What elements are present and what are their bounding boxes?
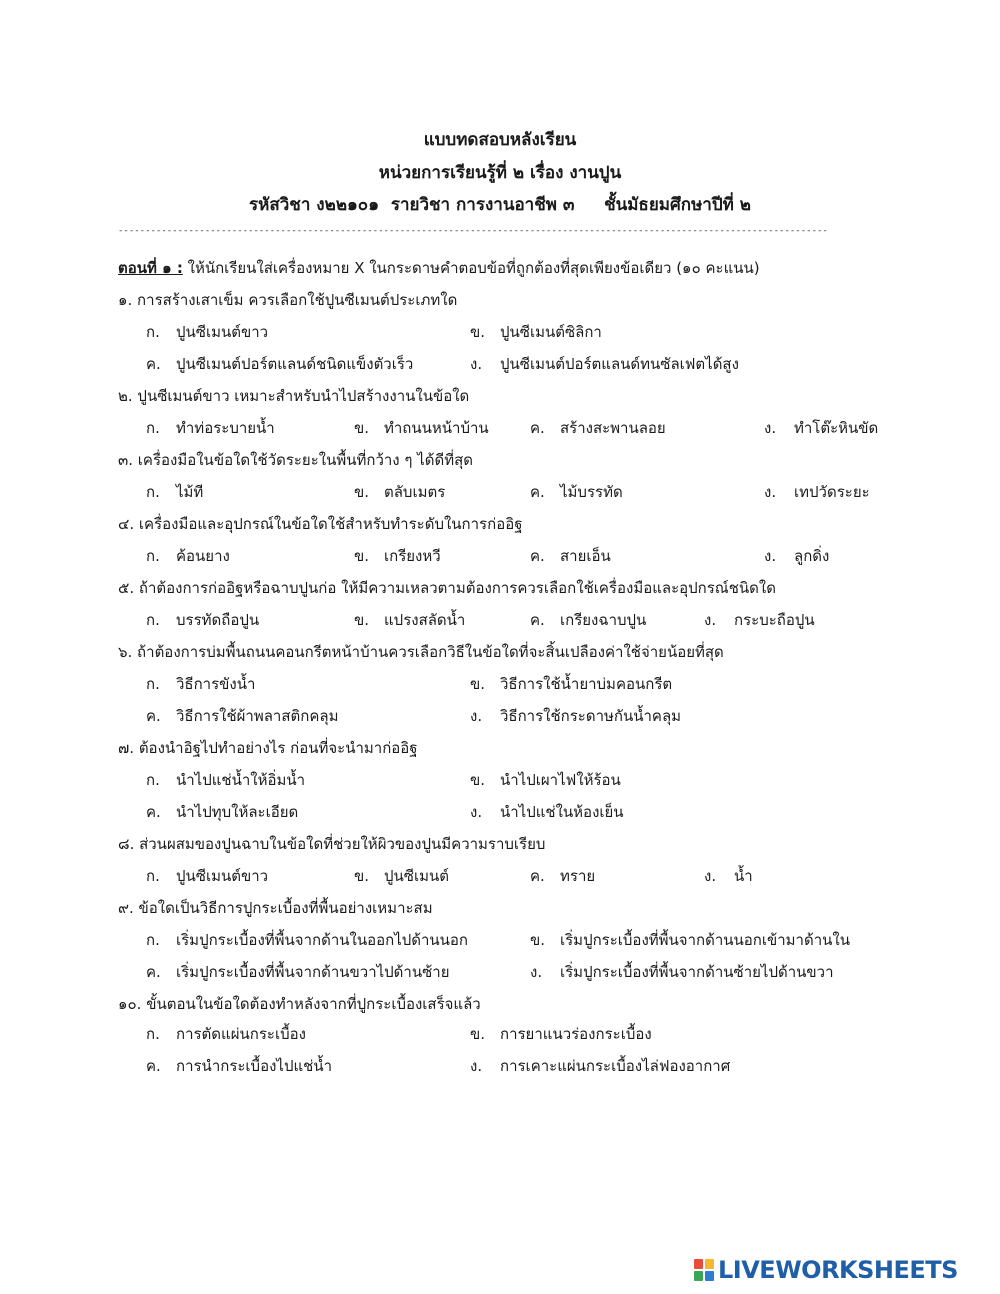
option-3-d[interactable]: ง. เทปวัดระยะ bbox=[764, 483, 870, 501]
option-4-b[interactable]: ข. เกรียงหวี bbox=[354, 547, 441, 565]
option-6-a[interactable]: ก. วิธีการขังน้ำ bbox=[146, 675, 256, 693]
option-8-b[interactable]: ข. ปูนซีเมนต์ bbox=[354, 867, 449, 885]
option-10-c[interactable]: ค. การนำกระเบื้องไปแช่น้ำ bbox=[146, 1057, 333, 1075]
option-5-d[interactable]: ง. กระบะถือปูน bbox=[704, 611, 815, 629]
option-3-b[interactable]: ข. ตลับเมตร bbox=[354, 483, 446, 501]
unit-title: หน่วยการเรียนรู้ที่ ๒ เรื่อง งานปูน bbox=[378, 163, 622, 183]
liveworksheets-logo[interactable] bbox=[694, 1255, 994, 1285]
option-4-d[interactable]: ง. ลูกดิ่ง bbox=[764, 547, 830, 565]
option-2-b[interactable]: ข. ทำถนนหน้าบ้าน bbox=[354, 419, 489, 437]
option-8-a[interactable]: ก. ปูนซีเมนต์ขาว bbox=[146, 867, 269, 885]
option-1-c[interactable]: ค. ปูนซีเมนต์ปอร์ตแลนด์ชนิดแข็งตัวเร็ว bbox=[146, 355, 414, 373]
option-2-c[interactable]: ค. สร้างสะพานลอย bbox=[530, 419, 666, 437]
instruction-text: ให้นักเรียนใส่เครื่องหมาย X ในกระดาษคำตอบข้อที่ถูกต้องที่สุดเพียงข้อเดียว (๑๐ คะแนน) bbox=[182, 259, 760, 277]
option-4-c[interactable]: ค. สายเอ็น bbox=[530, 547, 611, 565]
option-3-c[interactable]: ค. ไม้บรรทัด bbox=[530, 483, 623, 501]
test-title: แบบทดสอบหลังเรียน bbox=[423, 130, 577, 150]
option-5-a[interactable]: ก. บรรทัดถือปูน bbox=[146, 611, 260, 629]
option-7-a[interactable]: ก. นำไปแช่น้ำให้อิ่มน้ำ bbox=[146, 771, 306, 789]
option-8-d[interactable]: ง. น้ำ bbox=[704, 867, 753, 885]
option-9-a[interactable]: ก. เริ่มปูกระเบื้องที่พื้นจากด้านในออกไปด้านนอก bbox=[146, 931, 469, 949]
option-8-c[interactable]: ค. ทราย bbox=[530, 867, 596, 885]
question-6: ๖. ถ้าต้องการบ่มพื้นถนนคอนกรีตหน้าบ้านควรเลือกวิธีในข้อใดที่จะสิ้นเปลืองค่าใช้จ่ายน้อยที่สุด bbox=[118, 643, 724, 661]
logo-text: LIVEWORKSHEETS bbox=[718, 1256, 958, 1284]
option-9-c[interactable]: ค. เริ่มปูกระเบื้องที่พื้นจากด้านขวาไปด้านซ้าย bbox=[146, 963, 450, 981]
option-7-d[interactable]: ง. นำไปแช่ในห้องเย็น bbox=[470, 803, 624, 821]
option-10-d[interactable]: ง. การเคาะแผ่นกระเบื้องไล่ฟองอากาศ bbox=[470, 1057, 731, 1075]
option-1-a[interactable]: ก. ปูนซีเมนต์ขาว bbox=[146, 323, 269, 341]
option-4-a[interactable]: ก. ค้อนยาง bbox=[146, 547, 230, 565]
question-4: ๔. เครื่องมือและอุปกรณ์ในข้อใดใช้สำหรับทำระดับในการก่ออิฐ bbox=[118, 515, 523, 533]
option-10-b[interactable]: ข. การยาแนวร่องกระเบื้อง bbox=[470, 1025, 652, 1043]
option-2-d[interactable]: ง. ทำโต๊ะหินขัด bbox=[764, 419, 879, 437]
question-7: ๗. ต้องนำอิฐไปทำอย่างไร ก่อนที่จะนำมาก่ออิฐ bbox=[118, 739, 418, 757]
question-9: ๙. ข้อใดเป็นวิธีการปูกระเบื้องที่พื้นอย่างเหมาะสม bbox=[118, 899, 433, 917]
option-7-b[interactable]: ข. นำไปเผาไฟให้ร้อน bbox=[470, 771, 621, 789]
question-2: ๒. ปูนซีเมนต์ขาว เหมาะสำหรับนำไปสร้างงานในข้อใด bbox=[118, 387, 470, 405]
option-2-a[interactable]: ก. ทำท่อระบายน้ำ bbox=[146, 419, 275, 437]
question-8: ๘. ส่วนผสมของปูนฉาบในข้อใดที่ช่วยให้ผิวของปูนมีความราบเรียบ bbox=[118, 835, 546, 853]
instruction-label: ตอนที่ ๑ : bbox=[118, 259, 183, 277]
question-3: ๓. เครื่องมือในข้อใดใช้วัดระยะในพื้นที่กว้าง ๆ ได้ดีที่สุด bbox=[118, 451, 474, 469]
liveworksheets-logo-icon bbox=[694, 1259, 714, 1281]
option-9-b[interactable]: ข. เริ่มปูกระเบื้องที่พื้นจากด้านนอกเข้ามาด้านใน bbox=[530, 931, 850, 949]
option-5-b[interactable]: ข. แปรงสลัดน้ำ bbox=[354, 611, 466, 629]
option-6-d[interactable]: ง. วิธีการใช้กระดาษกันน้ำคลุม bbox=[470, 707, 682, 725]
option-6-c[interactable]: ค. วิธีการใช้ผ้าพลาสติกคลุม bbox=[146, 707, 339, 725]
question-5: ๕. ถ้าต้องการก่ออิฐหรือฉาบปูนก่อ ให้มีความเหลวตามต้องการควรเลือกใช้เครื่องมือและอุปกรณ์ชนิดใด bbox=[118, 579, 776, 597]
course-info: รหัสวิชา ง๒๒๑๐๑ รายวิชา การงานอาชีพ ๓ ชั้นมัธยมศึกษาปีที่ ๒ bbox=[249, 195, 751, 215]
option-5-c[interactable]: ค. เกรียงฉาบปูน bbox=[530, 611, 647, 629]
option-9-d[interactable]: ง. เริ่มปูกระเบื้องที่พื้นจากด้านซ้ายไปด้านขวา bbox=[530, 963, 834, 981]
question-10: ๑๐. ขั้นตอนในข้อใดต้องทำหลังจากที่ปูกระเบื้องเสร็จแล้ว bbox=[118, 995, 481, 1013]
dashed-divider: ----------------------------------------------------------------------------------------------------------------------------------- bbox=[118, 226, 828, 236]
instruction bbox=[118, 256, 760, 280]
option-3-a[interactable]: ก. ไม้ที bbox=[146, 483, 204, 501]
option-1-d[interactable]: ง. ปูนซีเมนต์ปอร์ตแลนด์ทนซัลเฟตได้สูง bbox=[470, 355, 739, 373]
option-6-b[interactable]: ข. วิธีการใช้น้ำยาบ่มคอนกรีต bbox=[470, 675, 673, 693]
option-1-b[interactable]: ข. ปูนซีเมนต์ซิลิกา bbox=[470, 323, 602, 341]
question-1: ๑. การสร้างเสาเข็ม ควรเลือกใช้ปูนซีเมนต์ประเภทใด bbox=[118, 291, 458, 309]
option-7-c[interactable]: ค. นำไปทุบให้ละเอียด bbox=[146, 803, 299, 821]
option-10-a[interactable]: ก. การตัดแผ่นกระเบื้อง bbox=[146, 1025, 306, 1043]
